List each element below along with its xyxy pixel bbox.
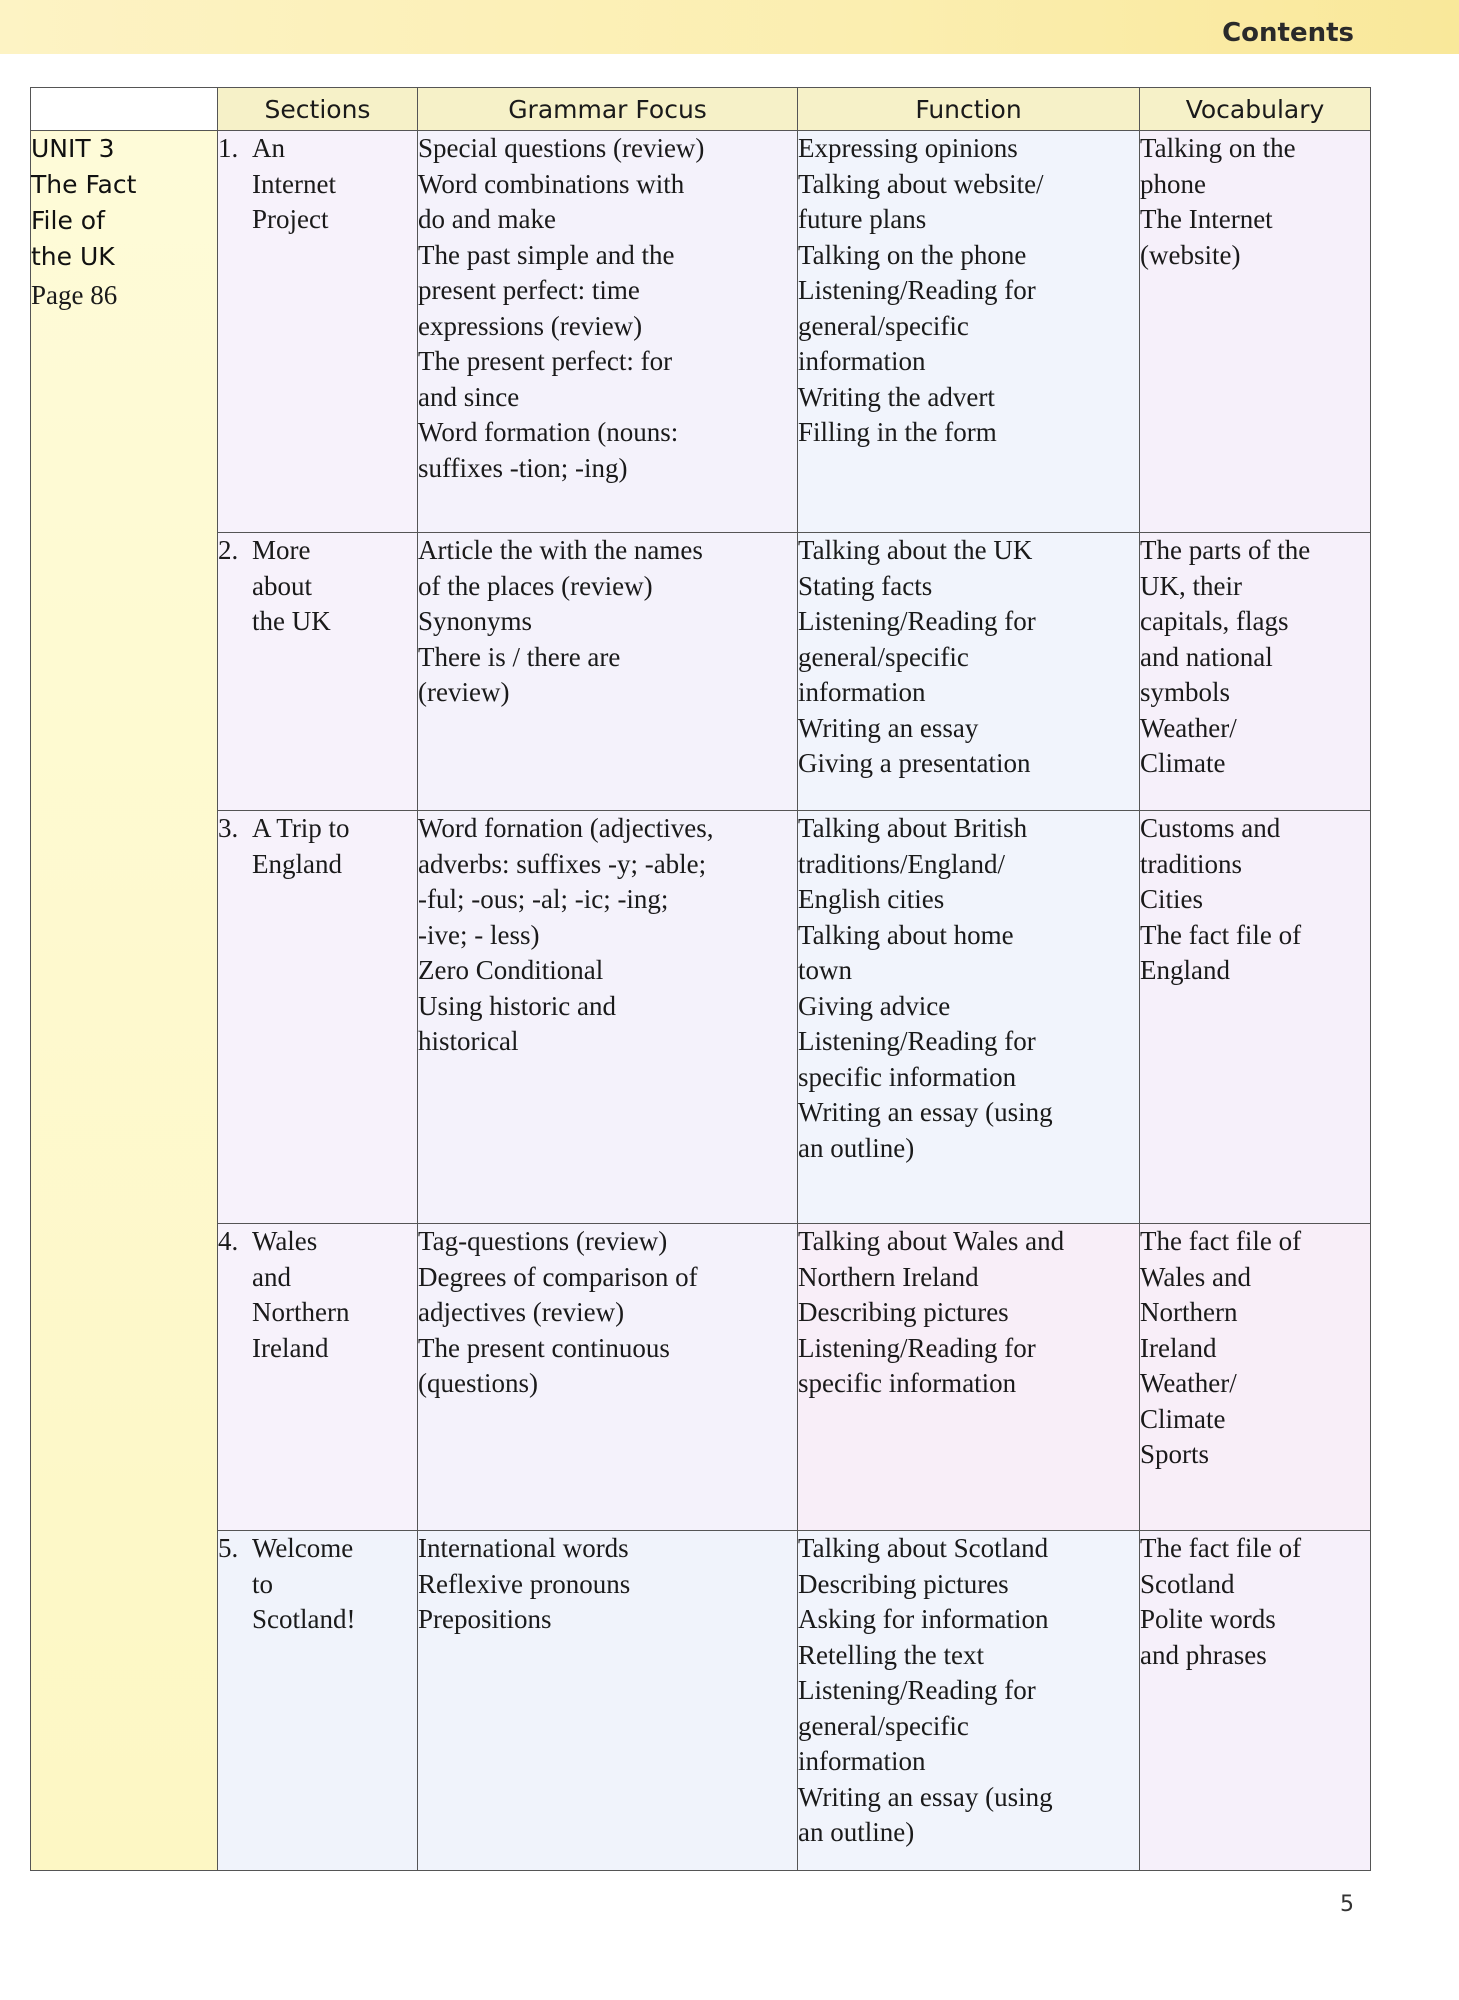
unit-cell — [31, 131, 218, 1871]
function-line: Writing an essay (using — [798, 1097, 1053, 1127]
table-row — [31, 131, 1371, 533]
function-line: Listening/Reading for — [798, 606, 1036, 636]
grammar-line: Degrees of comparison of — [418, 1261, 698, 1292]
function-line: Writing an essay (using — [798, 1781, 1053, 1812]
section-cell — [218, 811, 418, 1224]
section-number: 3. — [218, 813, 239, 843]
grammar-line: Word formation (nouns: — [418, 417, 679, 447]
vocabulary-cell — [1140, 131, 1371, 533]
table-header-row — [31, 88, 1371, 131]
section-title-text: More — [252, 535, 311, 565]
grammar-line: Zero Conditional — [418, 955, 604, 985]
section-title-line: England — [252, 848, 342, 879]
grammar-line: Special questions (review) — [418, 133, 705, 163]
section-number: 1. — [218, 133, 239, 163]
vocabulary-line: Cities — [1140, 884, 1204, 914]
unit-column-header — [31, 88, 218, 131]
table-row — [31, 1531, 1371, 1871]
grammar-line: The present perfect: for — [418, 346, 673, 376]
vocabulary-cell — [1140, 811, 1371, 1224]
section-title-line — [218, 1531, 417, 1567]
section-title-line: about — [252, 570, 312, 601]
section-title-line: to — [252, 1568, 274, 1599]
vocabulary-line: Ireland — [1140, 1332, 1217, 1363]
section-title-text: A Trip to — [252, 813, 350, 843]
function-line: Listening/Reading for — [798, 1026, 1036, 1056]
section-number: 5. — [218, 1533, 239, 1563]
column-header-grammar-focus: Grammar Focus — [418, 88, 798, 131]
vocabulary-line: The fact file of — [1140, 919, 1302, 950]
function-line: Talking about Wales and — [798, 1226, 1065, 1256]
grammar-line: present perfect: time — [418, 275, 640, 305]
page-number: 5 — [1340, 1892, 1354, 1917]
grammar-line: Synonyms — [418, 606, 533, 636]
vocabulary-line: The Internet — [1140, 204, 1273, 234]
function-line: Retelling the text — [798, 1639, 984, 1670]
function-line: Expressing opinions — [798, 133, 1018, 163]
vocabulary-line: and phrases — [1140, 1639, 1267, 1670]
vocabulary-line: Northern — [1140, 1297, 1238, 1327]
grammar-line: expressions (review) — [418, 310, 643, 341]
function-line: specific information — [798, 1061, 1017, 1092]
vocabulary-line: Polite words — [1140, 1604, 1276, 1634]
column-header-vocabulary: Vocabulary — [1140, 88, 1371, 131]
function-cell — [798, 1531, 1140, 1871]
vocabulary-line: The fact file of — [1140, 1533, 1302, 1563]
function-line: Talking about Scotland — [798, 1533, 1049, 1563]
vocabulary-line: capitals, flags — [1140, 606, 1289, 636]
function-line: an outline) — [798, 1817, 915, 1847]
grammar-line: and since — [418, 381, 520, 412]
contents-heading: Contents — [1222, 18, 1354, 48]
section-title-line: Internet — [252, 168, 336, 199]
section-title-line: Northern — [252, 1297, 350, 1327]
grammar-focus-cell — [418, 131, 798, 533]
vocabulary-line: Talking on the — [1140, 133, 1296, 163]
function-line: Listening/Reading for — [798, 1675, 1036, 1705]
vocabulary-line: phone — [1140, 168, 1206, 199]
vocabulary-line: The parts of the — [1140, 535, 1311, 565]
contents-table — [30, 87, 1371, 1871]
section-cell — [218, 1224, 418, 1531]
function-line: Listening/Reading for — [798, 275, 1036, 305]
vocabulary-line: England — [1140, 955, 1230, 985]
function-line: English cities — [798, 884, 945, 914]
section-title-line — [218, 1224, 417, 1260]
function-line: Giving advice — [798, 990, 951, 1021]
function-line: traditions/England/ — [798, 848, 1005, 879]
vocabulary-line: Customs and — [1140, 813, 1281, 843]
grammar-line: (review) — [418, 677, 510, 707]
vocabulary-cell — [1140, 1224, 1371, 1531]
vocabulary-line: traditions — [1140, 848, 1242, 879]
function-line: Talking on the phone — [798, 239, 1027, 270]
vocabulary-cell — [1140, 533, 1371, 811]
grammar-line: Using historic and — [418, 990, 616, 1021]
function-cell — [798, 811, 1140, 1224]
grammar-line: Reflexive pronouns — [418, 1568, 631, 1599]
grammar-line: historical — [418, 1026, 519, 1056]
function-line: Talking about British — [798, 813, 1028, 843]
section-title-line — [218, 811, 417, 847]
function-line: an outline) — [798, 1132, 915, 1163]
section-title-text: Welcome — [252, 1533, 354, 1563]
grammar-line: There is / there are — [418, 641, 621, 672]
grammar-focus-cell — [418, 811, 798, 1224]
vocabulary-line: Wales and — [1140, 1261, 1252, 1292]
section-title-line: Scotland! — [252, 1604, 356, 1634]
function-line: Talking about website/ — [798, 168, 1044, 199]
grammar-line: of the places (review) — [418, 570, 653, 601]
function-line: future plans — [798, 204, 927, 234]
vocabulary-cell — [1140, 1531, 1371, 1871]
grammar-line: adjectives (review) — [418, 1297, 625, 1327]
grammar-line: (questions) — [418, 1368, 538, 1398]
section-cell — [218, 131, 418, 533]
vocabulary-line: Climate — [1140, 1403, 1226, 1434]
function-line: Describing pictures — [798, 1568, 1009, 1599]
function-line: Describing pictures — [798, 1297, 1009, 1327]
table-row — [31, 1224, 1371, 1531]
table-row — [31, 811, 1371, 1224]
grammar-line: The past simple and the — [418, 239, 675, 270]
grammar-line: Article the with the names — [418, 535, 703, 565]
vocabulary-line: Climate — [1140, 748, 1226, 778]
function-line: information — [798, 346, 926, 376]
function-line: Talking about the UK — [798, 535, 1033, 565]
table-row — [31, 533, 1371, 811]
vocabulary-line: symbols — [1140, 677, 1231, 707]
section-title-line: the UK — [252, 606, 331, 636]
column-header-sections: Sections — [218, 88, 418, 131]
function-line: Asking for information — [798, 1604, 1049, 1634]
function-cell — [798, 131, 1140, 533]
section-title-line: Project — [252, 204, 329, 234]
function-line: Writing the advert — [798, 381, 995, 412]
grammar-focus-cell — [418, 1531, 798, 1871]
vocabulary-line: and national — [1140, 641, 1273, 672]
section-title-text: Wales — [252, 1226, 318, 1256]
section-cell — [218, 1531, 418, 1871]
vocabulary-line: (website) — [1140, 239, 1241, 270]
grammar-line: International words — [418, 1533, 629, 1563]
function-line: information — [798, 677, 926, 707]
vocabulary-line: Weather/ — [1140, 1368, 1237, 1398]
function-line: Listening/Reading for — [798, 1332, 1036, 1363]
grammar-focus-cell — [418, 533, 798, 811]
vocabulary-line: UK, their — [1140, 570, 1242, 601]
section-number: 2. — [218, 535, 239, 565]
grammar-line: adverbs: suffixes -y; -able; — [418, 848, 707, 879]
grammar-line: -ive; - less) — [418, 919, 540, 950]
section-title-line: and — [252, 1261, 291, 1292]
vocabulary-line: Weather/ — [1140, 712, 1237, 743]
grammar-line: -ful; -ous; -al; -ic; -ing; — [418, 884, 669, 914]
function-line: Northern Ireland — [798, 1261, 979, 1292]
grammar-line: suffixes -tion; -ing) — [418, 452, 628, 483]
grammar-line: Tag-questions (review) — [418, 1226, 668, 1256]
section-number: 4. — [218, 1226, 239, 1256]
section-title-line — [218, 131, 417, 167]
unit-page-reference: Page 86 — [31, 280, 118, 310]
grammar-line: Word combinations with — [418, 168, 685, 199]
function-line: general/specific — [798, 1710, 969, 1741]
section-title-line — [218, 533, 417, 569]
function-cell — [798, 1224, 1140, 1531]
function-line: general/specific — [798, 641, 969, 672]
vocabulary-line: The fact file of — [1140, 1226, 1302, 1256]
unit-title: UNIT 3 The Fact File of the UK — [31, 134, 137, 271]
section-title-line: Ireland — [252, 1332, 329, 1363]
grammar-line: do and make — [418, 204, 556, 234]
section-title-text: An — [252, 133, 285, 163]
function-line: general/specific — [798, 310, 969, 341]
grammar-focus-cell — [418, 1224, 798, 1531]
function-line: Filling in the form — [798, 417, 997, 447]
function-line: Giving a presentation — [798, 748, 1031, 778]
grammar-line: Prepositions — [418, 1604, 552, 1634]
function-cell — [798, 533, 1140, 811]
grammar-line: The present continuous — [418, 1332, 670, 1363]
vocabulary-line: Sports — [1140, 1439, 1210, 1469]
function-line: town — [798, 955, 852, 985]
section-cell — [218, 533, 418, 811]
function-line: Writing an essay — [798, 712, 979, 743]
grammar-line: Word fornation (adjectives, — [418, 813, 714, 843]
function-line: Stating facts — [798, 570, 933, 601]
function-line: Talking about home — [798, 919, 1014, 950]
function-line: information — [798, 1746, 926, 1776]
column-header-function: Function — [798, 88, 1140, 131]
vocabulary-line: Scotland — [1140, 1568, 1235, 1599]
function-line: specific information — [798, 1368, 1017, 1398]
